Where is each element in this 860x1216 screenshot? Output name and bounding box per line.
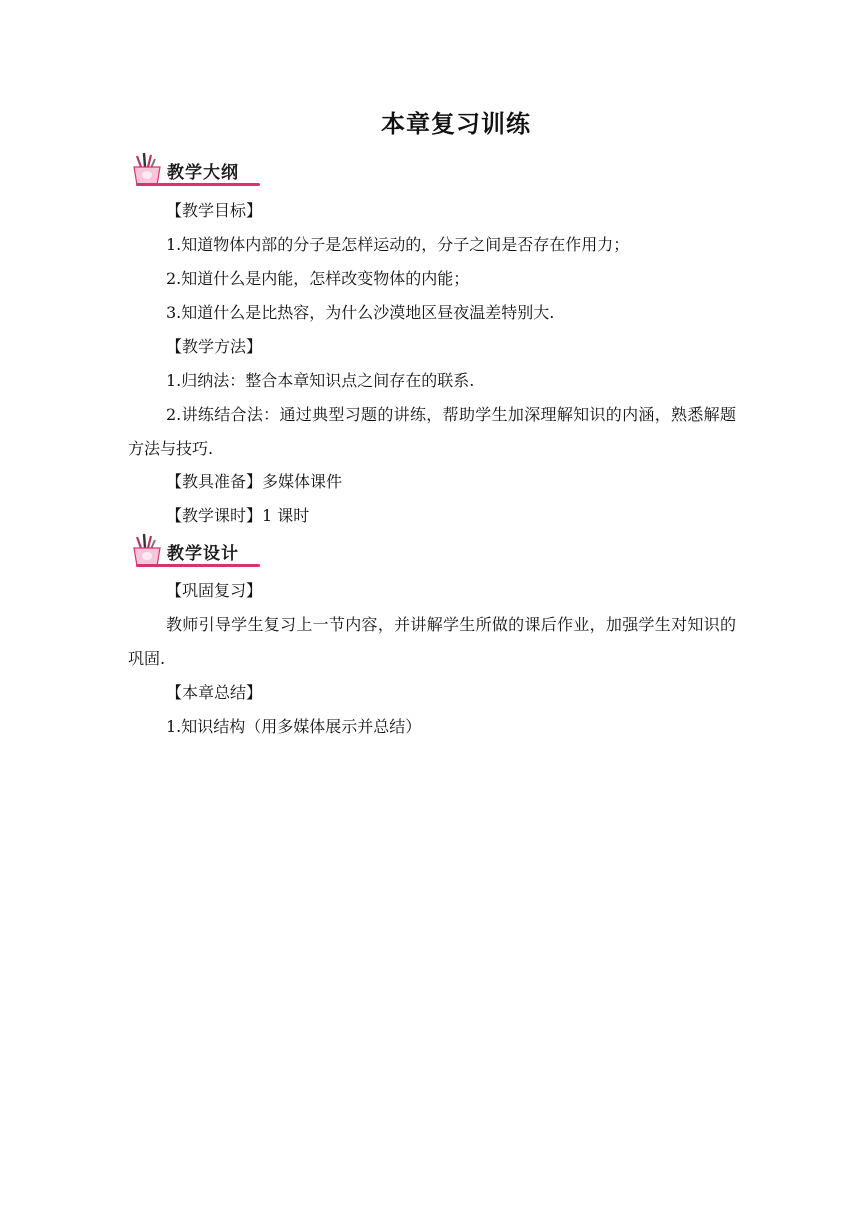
method-item: 2.讲练结合法：通过典型习题的讲练，帮助学生加深理解知识的内涵，熟悉解题方法与技巧. [128, 405, 736, 458]
section-badge-design [128, 533, 260, 569]
badge-underline [136, 564, 260, 567]
heading-objectives: 【教学目标】 [166, 201, 263, 220]
method-item: 1.归纳法：整合本章知识点之间存在的联系. [166, 371, 475, 390]
objective-item: 3.知道什么是比热容，为什么沙漠地区昼夜温差特别大. [166, 303, 555, 322]
teaching-aids: 【教具准备】多媒体课件 [166, 472, 343, 491]
heading-methods: 【教学方法】 [166, 337, 263, 356]
heading-review: 【巩固复习】 [166, 581, 263, 600]
page-title: 本章复习训练 [381, 109, 531, 138]
objective-item: 1.知道物体内部的分子是怎样运动的，分子之间是否存在作用力； [166, 235, 630, 254]
review-paragraph: 教师引导学生复习上一节内容，并讲解学生所做的课后作业，加强学生对知识的巩固. [128, 615, 736, 668]
badge-underline [136, 183, 260, 186]
section-badge-label: 教学设计 [167, 544, 239, 564]
summary-item: 1.知识结构（用多媒体展示并总结） [166, 717, 422, 736]
section-badge-label: 教学大纲 [167, 163, 239, 183]
objective-item: 2.知道什么是内能，怎样改变物体的内能； [166, 269, 470, 288]
section-badge-syllabus [128, 152, 260, 188]
class-hours: 【教学课时】1 课时 [166, 506, 310, 525]
heading-summary: 【本章总结】 [166, 683, 263, 702]
